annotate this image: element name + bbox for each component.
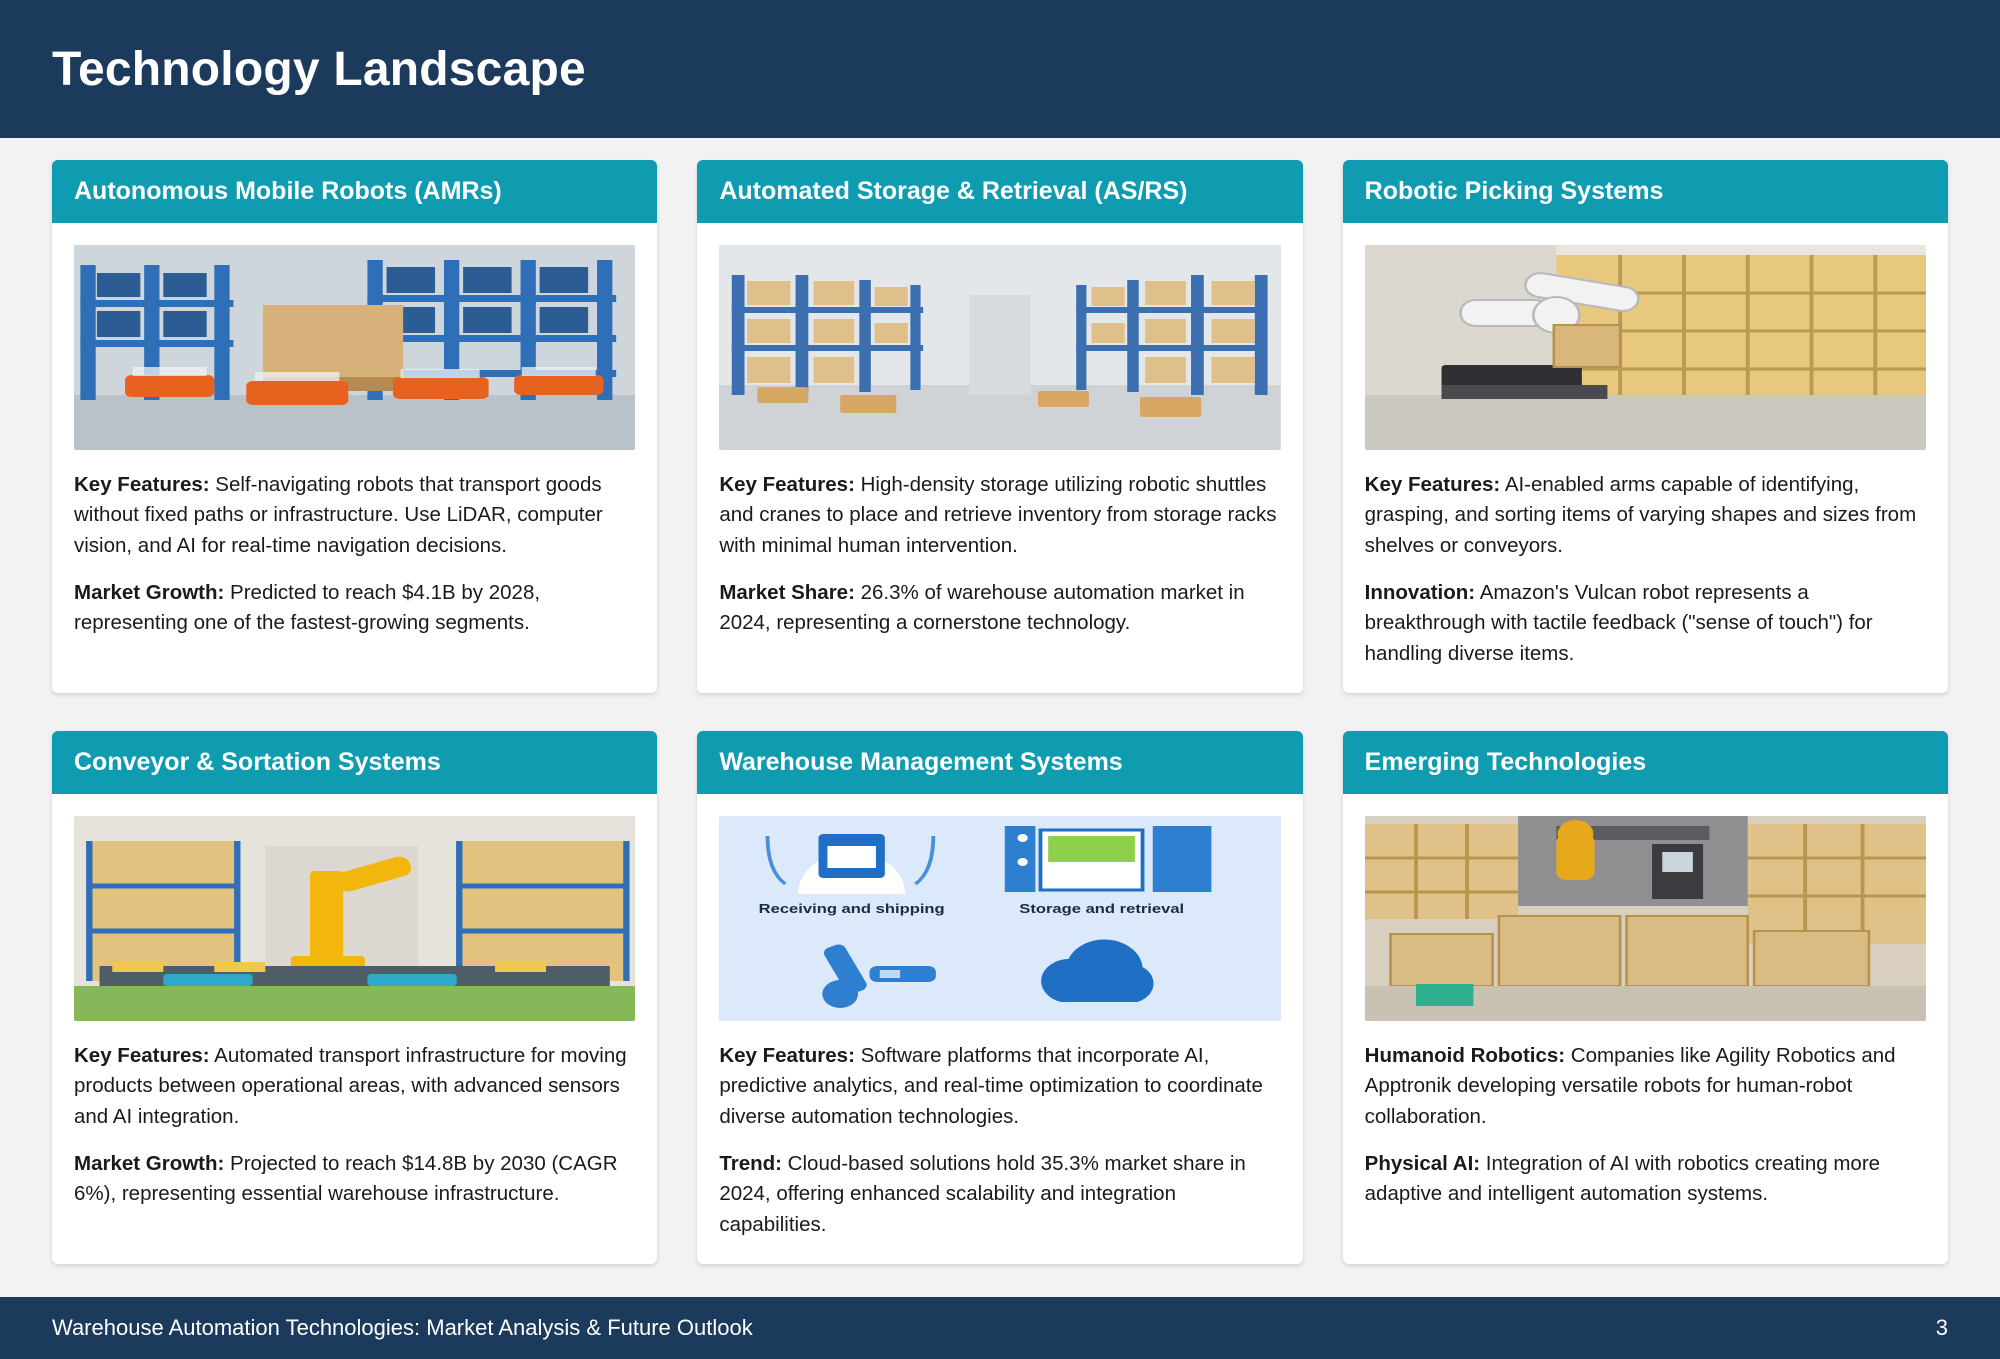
- wms-illustration-diagram: [719, 816, 1280, 1021]
- para-text: Companies like Agility Robotics and Apptronik developing versatile robots for human-robot collaboration.: [1364, 1043, 1896, 1128]
- robotic-picking-arm-photo: [1365, 245, 1926, 450]
- card-emerging-technologies[interactable]: [1343, 731, 1948, 1264]
- para-label: Humanoid Robotics:: [1364, 1043, 1566, 1067]
- warehouse-asrs-racking-photo: [719, 245, 1280, 450]
- card-conveyor-sortation[interactable]: [52, 731, 657, 1264]
- para-label: Key Features:: [1364, 473, 1501, 496]
- wms-caption-1: Receiving and shipping: [758, 902, 946, 917]
- card-title: Automated Storage & Retrieval (AS/RS): [719, 177, 1188, 205]
- para-label: Key Features:: [74, 1043, 210, 1067]
- page-number: 3: [1935, 1315, 1948, 1340]
- card-body: [1343, 223, 1948, 693]
- card-header: [697, 160, 1302, 223]
- slide-header: [0, 0, 2000, 138]
- card-body: [52, 794, 657, 1234]
- para-text: Self-navigating robots that transport goods without fixed paths or infrastructure. Use LiDAR, computer vision, and AI for real-time navigation decisions.: [74, 473, 603, 557]
- para-text: AI-enabled arms capable of identifying, grasping, and sorting items of varying shapes and sizes from shelves or conveyors.: [1364, 473, 1917, 557]
- card-paragraph: [74, 578, 635, 639]
- card-paragraph: [1365, 1041, 1926, 1132]
- para-text: Automated transport infrastructure for moving products between operational areas, with advanced sensors and AI integration.: [74, 1043, 627, 1128]
- card-paragraph: [1365, 1149, 1926, 1210]
- card-title: Conveyor & Sortation Systems: [74, 747, 441, 776]
- card-title: Robotic Picking Systems: [1364, 177, 1664, 205]
- card-header: [1343, 731, 1948, 794]
- card-header: [52, 160, 657, 223]
- para-label: Innovation:: [1364, 580, 1476, 604]
- warehouse-amr-robots-photo: [74, 245, 635, 450]
- para-label: Market Growth:: [74, 1151, 225, 1175]
- card-body: [1343, 794, 1948, 1234]
- card-paragraph: [1365, 578, 1926, 669]
- para-text: High-density storage utilizing robotic shuttles and cranes to place and retrieve inventory from storage racks with minimal human intervention.: [719, 473, 1277, 557]
- card-paragraph: [719, 1149, 1280, 1240]
- para-text: Predicted to reach $4.1B by 2028, representing one of the fastest-growing segments.: [74, 580, 541, 635]
- para-label: Market Growth:: [74, 580, 225, 604]
- para-label: Key Features:: [719, 473, 855, 496]
- para-label: Physical AI:: [1364, 1151, 1481, 1175]
- card-body: [52, 223, 657, 663]
- card-paragraph: [1365, 470, 1926, 561]
- card-body: [697, 794, 1302, 1264]
- footer-text: Warehouse Automation Technologies: Market Analysis & Future Outlook: [52, 1315, 753, 1340]
- card-header: [1343, 160, 1948, 223]
- para-label: Key Features:: [74, 473, 210, 496]
- para-text: Cloud-based solutions hold 35.3% market share in 2024, offering enhanced scalability and integration capabilities.: [719, 1151, 1246, 1236]
- para-text: Software platforms that incorporate AI, predictive analytics, and real-time optimization to coordinate diverse automation technologies.: [719, 1043, 1263, 1128]
- humanoid-robot-warehouse-photo: [1365, 816, 1926, 1021]
- card-header: [52, 731, 657, 794]
- para-text: Projected to reach $14.8B by 2030 (CAGR 6%), representing essential warehouse infrastructure.: [74, 1151, 618, 1206]
- card-paragraph: [74, 1149, 635, 1210]
- slide-footer: [0, 1297, 2000, 1359]
- cards-grid: [0, 138, 2000, 1275]
- para-text: 26.3% of warehouse automation market in 2024, representing a cornerstone technology.: [719, 580, 1245, 635]
- para-text: Integration of AI with robotics creating more adaptive and intelligent automation systems.: [1364, 1151, 1881, 1206]
- card-header: [697, 731, 1302, 794]
- card-paragraph: [74, 470, 635, 561]
- card-paragraph: [719, 1041, 1280, 1132]
- para-label: Key Features:: [719, 1043, 855, 1067]
- para-text: Amazon's Vulcan robot represents a breakthrough with tactile feedback ("sense of touch") for handling diverse items.: [1364, 580, 1873, 665]
- para-label: Trend:: [719, 1151, 782, 1175]
- card-paragraph: [719, 578, 1280, 639]
- para-label: Market Share:: [719, 580, 855, 604]
- card-paragraph: [74, 1041, 635, 1132]
- card-paragraph: [719, 470, 1280, 561]
- card-robotic-picking[interactable]: [1343, 160, 1948, 693]
- card-amrs[interactable]: [52, 160, 657, 693]
- conveyor-sortation-warehouse-photo: [74, 816, 635, 1021]
- card-body: [697, 223, 1302, 663]
- card-title: Emerging Technologies: [1364, 747, 1647, 776]
- card-title: Autonomous Mobile Robots (AMRs): [74, 177, 502, 205]
- card-wms[interactable]: [697, 731, 1302, 1264]
- page-title: Technology Landscape: [52, 42, 586, 96]
- wms-caption-2: Storage and retrieval: [1019, 902, 1185, 917]
- card-title: Warehouse Management Systems: [719, 747, 1123, 776]
- card-asrs[interactable]: [697, 160, 1302, 693]
